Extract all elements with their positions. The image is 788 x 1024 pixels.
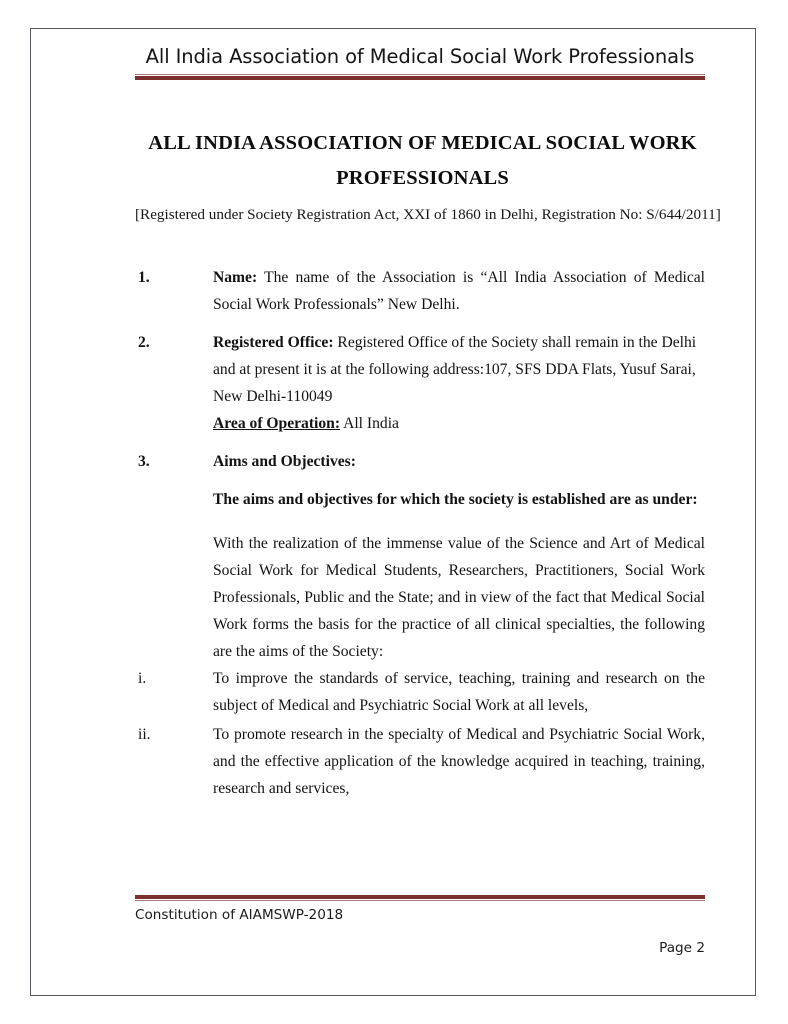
footer-divider — [135, 895, 705, 901]
document-page — [30, 28, 756, 996]
area-of-operation-label: Area of Operation: — [213, 415, 341, 432]
clause-2-body: Registered Office of the Society shall remain in the Delhi — [333, 334, 697, 351]
page-number: Page 2 — [659, 940, 705, 956]
clause-1-text — [213, 264, 705, 318]
aim-item-i — [135, 665, 705, 719]
page-header — [135, 45, 705, 80]
aim-item-i-text: To improve the standards of service, teaching, training and research on the subject of Medical and Psychiatric Social Work at all levels, — [213, 670, 705, 714]
aim-item-ii-marker: ii. — [138, 726, 151, 743]
clause-3-heading: Aims and Objectives: — [213, 453, 356, 470]
spacer — [135, 477, 705, 486]
page-footer — [135, 895, 705, 956]
document-title-line-2: PROFESSIONALS — [336, 167, 509, 190]
clause-2-address-line-1: and at present it is at the following address:107, SFS DDA Flats, Yusuf Sarai, — [213, 361, 696, 378]
aim-item-ii — [135, 721, 705, 802]
footer-document-label: Constitution of AIAMSWP-2018 — [135, 907, 344, 923]
title-block — [135, 126, 721, 224]
clause-1-lead: Name: — [213, 269, 258, 286]
clause-2 — [135, 329, 705, 437]
header-divider — [135, 74, 705, 80]
area-of-operation — [213, 410, 705, 437]
spacer — [135, 439, 705, 448]
clause-3-marker: 3. — [138, 453, 150, 470]
clause-2-marker: 2. — [138, 334, 150, 351]
clause-1-body: The name of the Association is “All India Association of Medical Social Work Professionals” New Delhi. — [213, 269, 705, 313]
spacer — [135, 513, 705, 530]
clause-2-text — [213, 329, 705, 356]
clause-1 — [135, 264, 705, 318]
aims-intro-paragraph: With the realization of the immense value of the Science and Art of Medical Social Work for Medical Students, Researchers, Practitioners, Social Work Professionals, Public and the State; and in view of the fact that Medical Social Work forms the basis for the practice of all clinical specialties, the following are the aims of the Society: — [213, 535, 705, 660]
spacer — [135, 320, 705, 329]
area-of-operation-value: All India — [340, 415, 399, 432]
document-body — [135, 264, 705, 804]
clause-2-lead: Registered Office: — [213, 334, 334, 351]
registration-line: [Registered under Society Registration Act, XXI of 1860 in Delhi, Registration No: S/644/2011] — [135, 205, 721, 223]
header-title: All India Association of Medical Social Work Professionals — [145, 45, 695, 68]
clause-1-marker: 1. — [138, 269, 150, 286]
clause-2-address-line-2: New Delhi-110049 — [213, 388, 333, 405]
aims-subheading: The aims and objectives for which the society is established are as under: — [213, 491, 698, 508]
aim-item-i-marker: i. — [138, 670, 147, 687]
aim-item-ii-text: To promote research in the specialty of Medical and Psychiatric Social Work, and the effective application of the knowledge acquired in teaching, training, research and services, — [213, 726, 705, 797]
document-title-line-1: ALL INDIA ASSOCIATION OF MEDICAL SOCIAL WORK — [148, 132, 697, 154]
clause-3 — [135, 448, 705, 475]
